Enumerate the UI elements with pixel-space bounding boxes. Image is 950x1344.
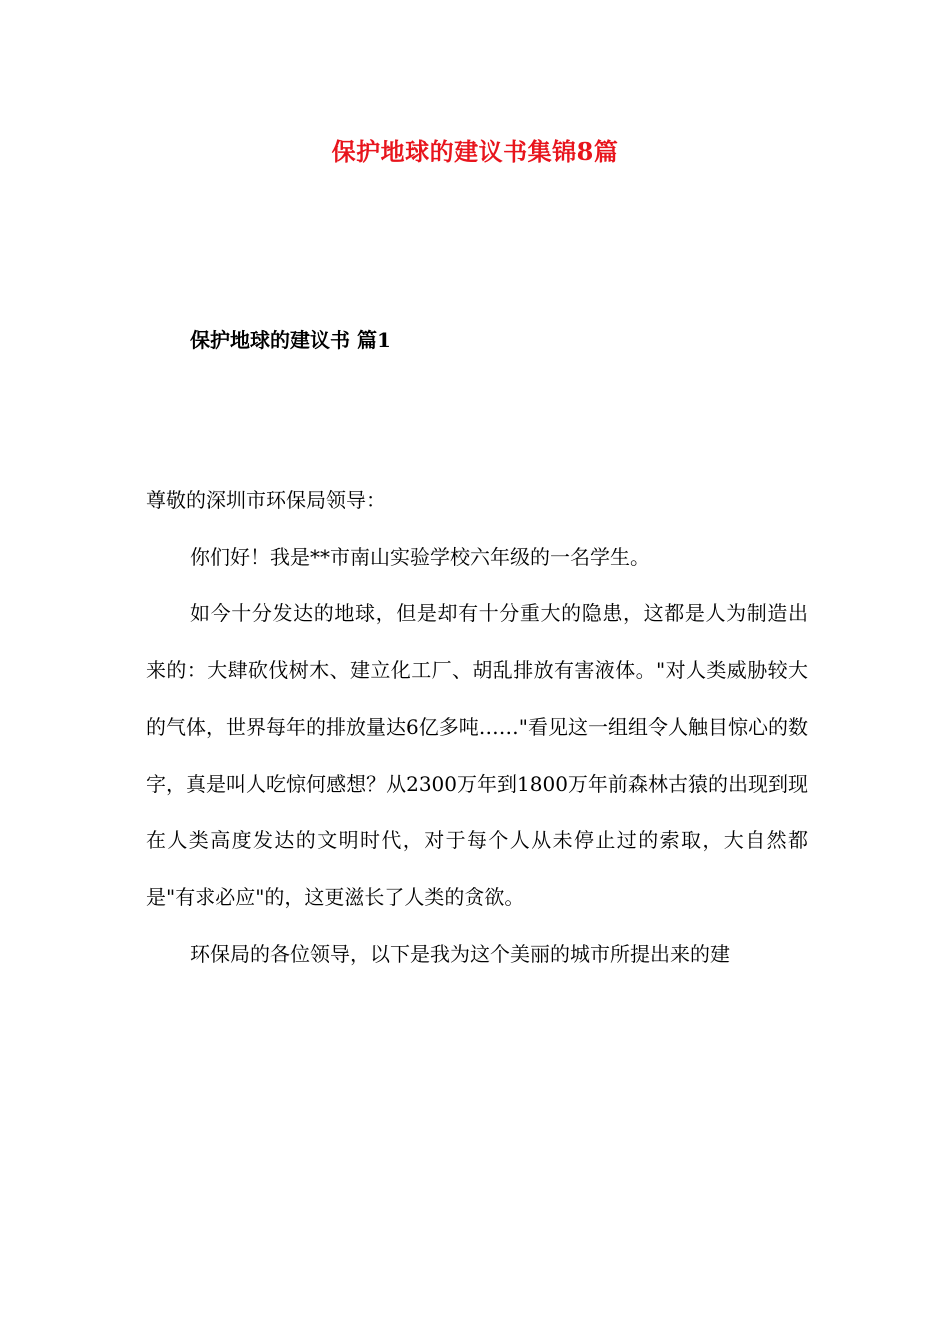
- paragraph-problem: 如今十分发达的地球，但是却有十分重大的隐患，这都是人为制造出来的：大肆砍伐树木、建立化工厂、胡乱排放有害液体。"对人类威胁较大的气体，世界每年的排放量达6亿多吨……"看见这一组组令人触目惊心的数字，真是叫人吃惊何感想？从2300万年到1800万年前森林古猿的出现到现在人类高度发达的文明时代，对于每个人从未停止过的索取，大自然都是"有求必应"的，这更滋长了人类的贪欲。: [146, 601, 808, 909]
- section-heading: 保护地球的建议书 篇1: [190, 328, 391, 352]
- document-title: 保护地球的建议书集锦8篇: [331, 137, 619, 166]
- paragraph-greeting: 你们好！我是**市南山实验学校六年级的一名学生。: [190, 544, 650, 569]
- letter-body: [146, 472, 808, 982]
- salutation: 尊敬的深圳市环保局领导：: [146, 488, 386, 512]
- paragraph-proposal: 环保局的各位领导，以下是我为这个美丽的城市所提出来的建: [190, 941, 730, 966]
